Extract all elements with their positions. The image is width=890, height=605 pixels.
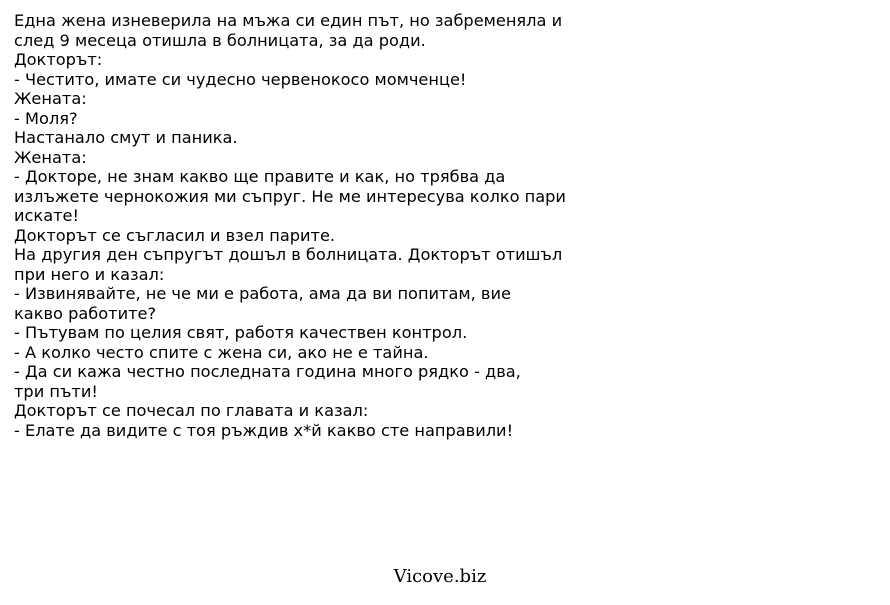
joke-line: Докторът се почесал по главата и казал: (14, 401, 369, 420)
joke-line: искате! (14, 206, 79, 225)
joke-line: Жената: (14, 89, 87, 108)
joke-line: Една жена изневерила на мъжа си един път, но забременяла и (14, 11, 563, 30)
joke-line: - Да си кажа честно последната година много рядко - два, (14, 362, 521, 381)
joke-line: Докторът се съгласил и взел парите. (14, 225, 336, 245)
joke-line: - Моля? (14, 108, 78, 128)
joke-line: - А колко често спите с жена си, ако не е тайна. (14, 342, 429, 362)
joke-line: Настанало смут и паника. (14, 128, 238, 147)
joke-line: - Докторе, не знам какво ще правите и как, но трябва да (14, 167, 506, 186)
joke-line: - Извинявайте, не че ми е работа, ама да ви попитам, вие (14, 284, 511, 303)
joke-line: Жената: (14, 147, 87, 167)
site-watermark: Vicove.biz (393, 566, 487, 587)
joke-text (14, 11, 614, 440)
joke-line: при него и казал: (14, 264, 165, 284)
joke-line: На другия ден съпругът дошъл в болницата. Докторът отишъл (14, 245, 563, 264)
joke-line: три пъти! (14, 381, 98, 401)
joke-line: - Честито, имате си чудесно червенокосо момченце! (14, 69, 467, 89)
joke-line: Докторът: (14, 50, 103, 69)
joke-line: - Пътувам по целия свят, работя качествен контрол. (14, 323, 468, 342)
joke-line: - Елате да видите с тоя ръждив х*й какво сте направили! (14, 420, 514, 440)
joke-line: излъжете чернокожия ми съпруг. Не ме интересува колко пари (14, 186, 566, 206)
joke-line: какво работите? (14, 303, 157, 323)
joke-line: след 9 месеца отишла в болницата, за да роди. (14, 30, 426, 50)
